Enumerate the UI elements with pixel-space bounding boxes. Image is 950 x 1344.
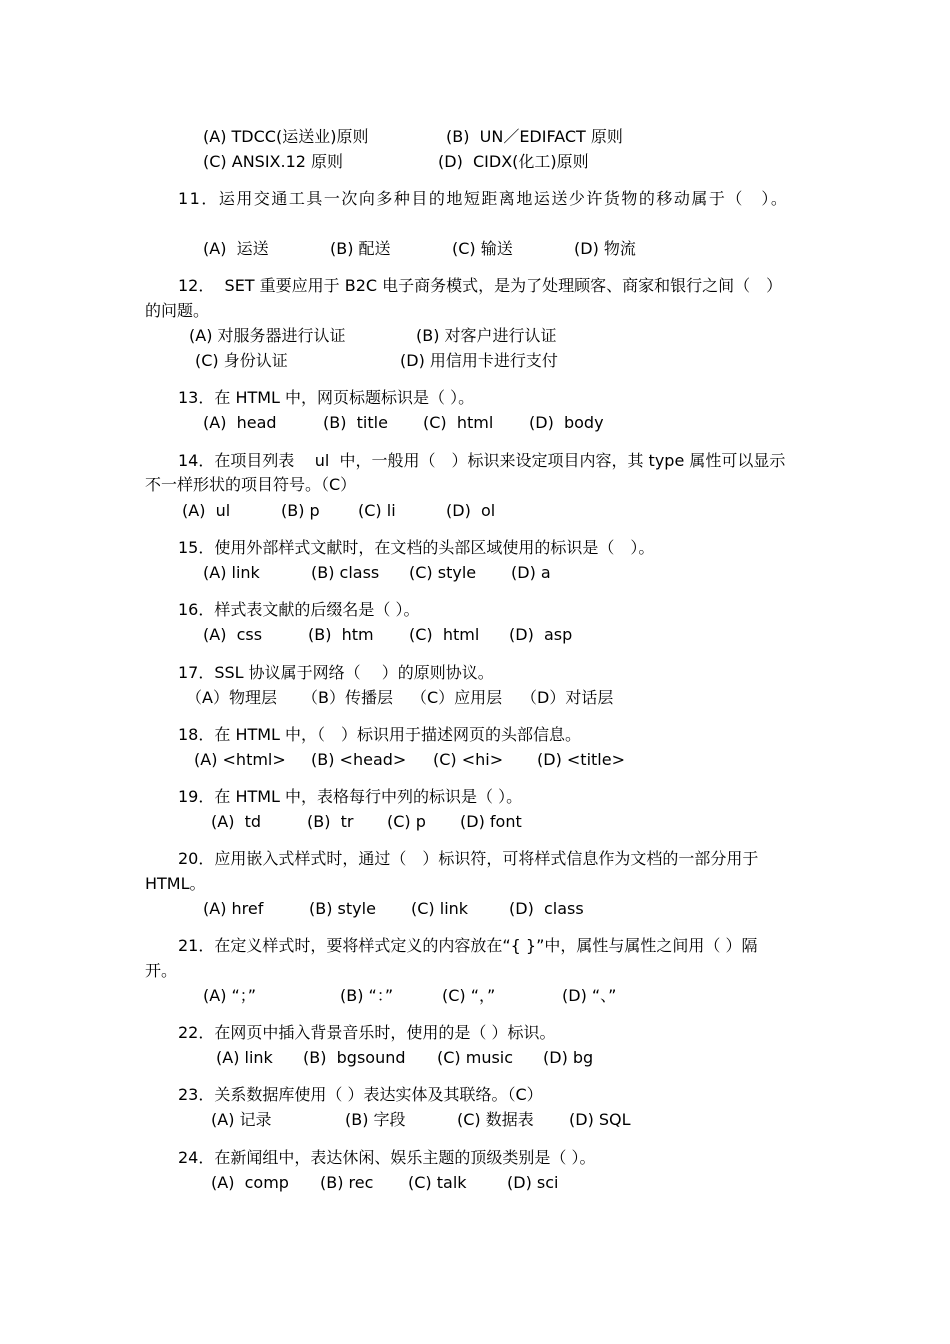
q12-option-b: (B) 对客户进行认证 bbox=[416, 326, 557, 345]
q14-option-a: (A) ul bbox=[182, 501, 231, 520]
q16-option-a: (A) css bbox=[203, 625, 263, 644]
q14-option-b: (B) p bbox=[281, 501, 320, 520]
q18-option-c: (C) <hi> bbox=[433, 750, 504, 769]
option-b: (B) UN／EDIFACT 原则 bbox=[446, 127, 623, 146]
q20-option-d: (D) class bbox=[509, 899, 584, 918]
q19-option-d: (D) font bbox=[460, 812, 522, 831]
question-23: 23．关系数据库使用（ ）表达实体及其联络。（C） bbox=[178, 1085, 543, 1104]
q21-option-a: (A) “；” bbox=[203, 986, 257, 1005]
q21-option-d: (D) “、” bbox=[562, 986, 617, 1005]
option-a: (A) TDCC(运送业)原则 bbox=[203, 127, 369, 146]
q15-option-a: (A) link bbox=[203, 563, 260, 582]
question-24: 24．在新闻组中，表达休闲、娱乐主题的顶级类别是（ ）。 bbox=[178, 1148, 596, 1167]
question-12-line2: 的问题。 bbox=[145, 301, 210, 320]
q20-option-a: (A) href bbox=[203, 899, 264, 918]
q23-option-a: (A) 记录 bbox=[211, 1110, 272, 1129]
q11-option-b: (B) 配送 bbox=[330, 239, 391, 258]
q17-option-b: （B）传播层 bbox=[302, 688, 393, 707]
q12-option-d: (D) 用信用卡进行支付 bbox=[400, 351, 558, 370]
q17-option-c: （C）应用层 bbox=[411, 688, 503, 707]
q23-option-c: (C) 数据表 bbox=[457, 1110, 534, 1129]
question-11: 11．运用交通工具一次向多种目的地短距离地运送少许货物的移动属于（ ）。 bbox=[178, 189, 789, 208]
q22-option-c: (C) music bbox=[437, 1048, 514, 1067]
option-c: (C) ANSIX.12 原则 bbox=[203, 152, 344, 171]
q22-option-d: (D) bg bbox=[543, 1048, 594, 1067]
q15-option-b: (B) class bbox=[311, 563, 380, 582]
q14-option-c: (C) li bbox=[358, 501, 396, 520]
q17-option-a: （A）物理层 bbox=[186, 688, 277, 707]
question-21-line1: 21．在定义样式时，要将样式定义的内容放在“{ }”中，属性与属性之间用（ ）隔 bbox=[178, 936, 758, 955]
q16-option-d: (D) asp bbox=[509, 625, 573, 644]
q15-option-d: (D) a bbox=[511, 563, 551, 582]
q11-option-c: (C) 输送 bbox=[452, 239, 513, 258]
q13-option-c: (C) html bbox=[423, 413, 494, 432]
question-22: 22．在网页中插入背景音乐时，使用的是（ ）标识。 bbox=[178, 1023, 556, 1042]
question-12-line1: 12． SET 重要应用于 B2C 电子商务模式，是为了处理顾客、商家和银行之间（ ） bbox=[178, 276, 783, 295]
question-21-line2: 开。 bbox=[145, 961, 178, 980]
q23-option-d: (D) SQL bbox=[569, 1110, 631, 1129]
question-20-line2: HTML。 bbox=[145, 874, 206, 893]
q21-option-c: (C) “，” bbox=[442, 986, 496, 1005]
q24-option-c: (C) talk bbox=[408, 1173, 467, 1192]
q19-option-a: (A) td bbox=[211, 812, 262, 831]
q24-option-d: (D) sci bbox=[507, 1173, 559, 1192]
q13-option-d: (D) body bbox=[529, 413, 604, 432]
question-16: 16．样式表文献的后缀名是（ ）。 bbox=[178, 600, 420, 619]
q24-option-a: (A) comp bbox=[211, 1173, 289, 1192]
question-13: 13．在 HTML 中，网页标题标识是（ ）。 bbox=[178, 388, 475, 407]
question-19: 19．在 HTML 中，表格每行中列的标识是（ ）。 bbox=[178, 787, 523, 806]
q11-option-d: (D) 物流 bbox=[574, 239, 636, 258]
question-17: 17．SSL 协议属于网络（ ）的原则协议。 bbox=[178, 663, 494, 682]
q16-option-b: (B) htm bbox=[308, 625, 374, 644]
q20-option-b: (B) style bbox=[309, 899, 376, 918]
q12-option-a: (A) 对服务器进行认证 bbox=[189, 326, 346, 345]
q21-option-b: (B) “：” bbox=[340, 986, 394, 1005]
q24-option-b: (B) rec bbox=[320, 1173, 374, 1192]
q22-option-a: (A) link bbox=[216, 1048, 273, 1067]
question-14-line1: 14．在项目列表 ul 中，一般用（ ）标识来设定项目内容，其 type 属性可以显示 bbox=[178, 451, 786, 470]
q18-option-b: (B) <head> bbox=[311, 750, 407, 769]
q20-option-c: (C) link bbox=[411, 899, 469, 918]
q12-option-c: (C) 身份认证 bbox=[195, 351, 288, 370]
q17-option-d: （D）对话层 bbox=[521, 688, 614, 707]
q23-option-b: (B) 字段 bbox=[345, 1110, 406, 1129]
q22-option-b: (B) bgsound bbox=[303, 1048, 406, 1067]
option-d: (D) CIDX(化工)原则 bbox=[438, 152, 589, 171]
q15-option-c: (C) style bbox=[409, 563, 477, 582]
question-18: 18．在 HTML 中，（ ）标识用于描述网页的头部信息。 bbox=[178, 725, 582, 744]
q18-option-a: (A) <html> bbox=[194, 750, 286, 769]
question-14-line2: 不一样形状的项目符号。（C） bbox=[145, 475, 357, 494]
q19-option-b: (B) tr bbox=[307, 812, 354, 831]
question-20-line1: 20．应用嵌入式样式时，通过（ ）标识符，可将样式信息作为文档的一部分用于 bbox=[178, 849, 759, 868]
q16-option-c: (C) html bbox=[409, 625, 480, 644]
q14-option-d: (D) ol bbox=[446, 501, 496, 520]
q13-option-a: (A) head bbox=[203, 413, 277, 432]
q13-option-b: (B) title bbox=[323, 413, 388, 432]
q11-option-a: (A) 运送 bbox=[203, 239, 269, 258]
q18-option-d: (D) <title> bbox=[537, 750, 625, 769]
question-15: 15．使用外部样式文献时，在文档的头部区域使用的标识是（ ）。 bbox=[178, 538, 655, 557]
q19-option-c: (C) p bbox=[387, 812, 426, 831]
